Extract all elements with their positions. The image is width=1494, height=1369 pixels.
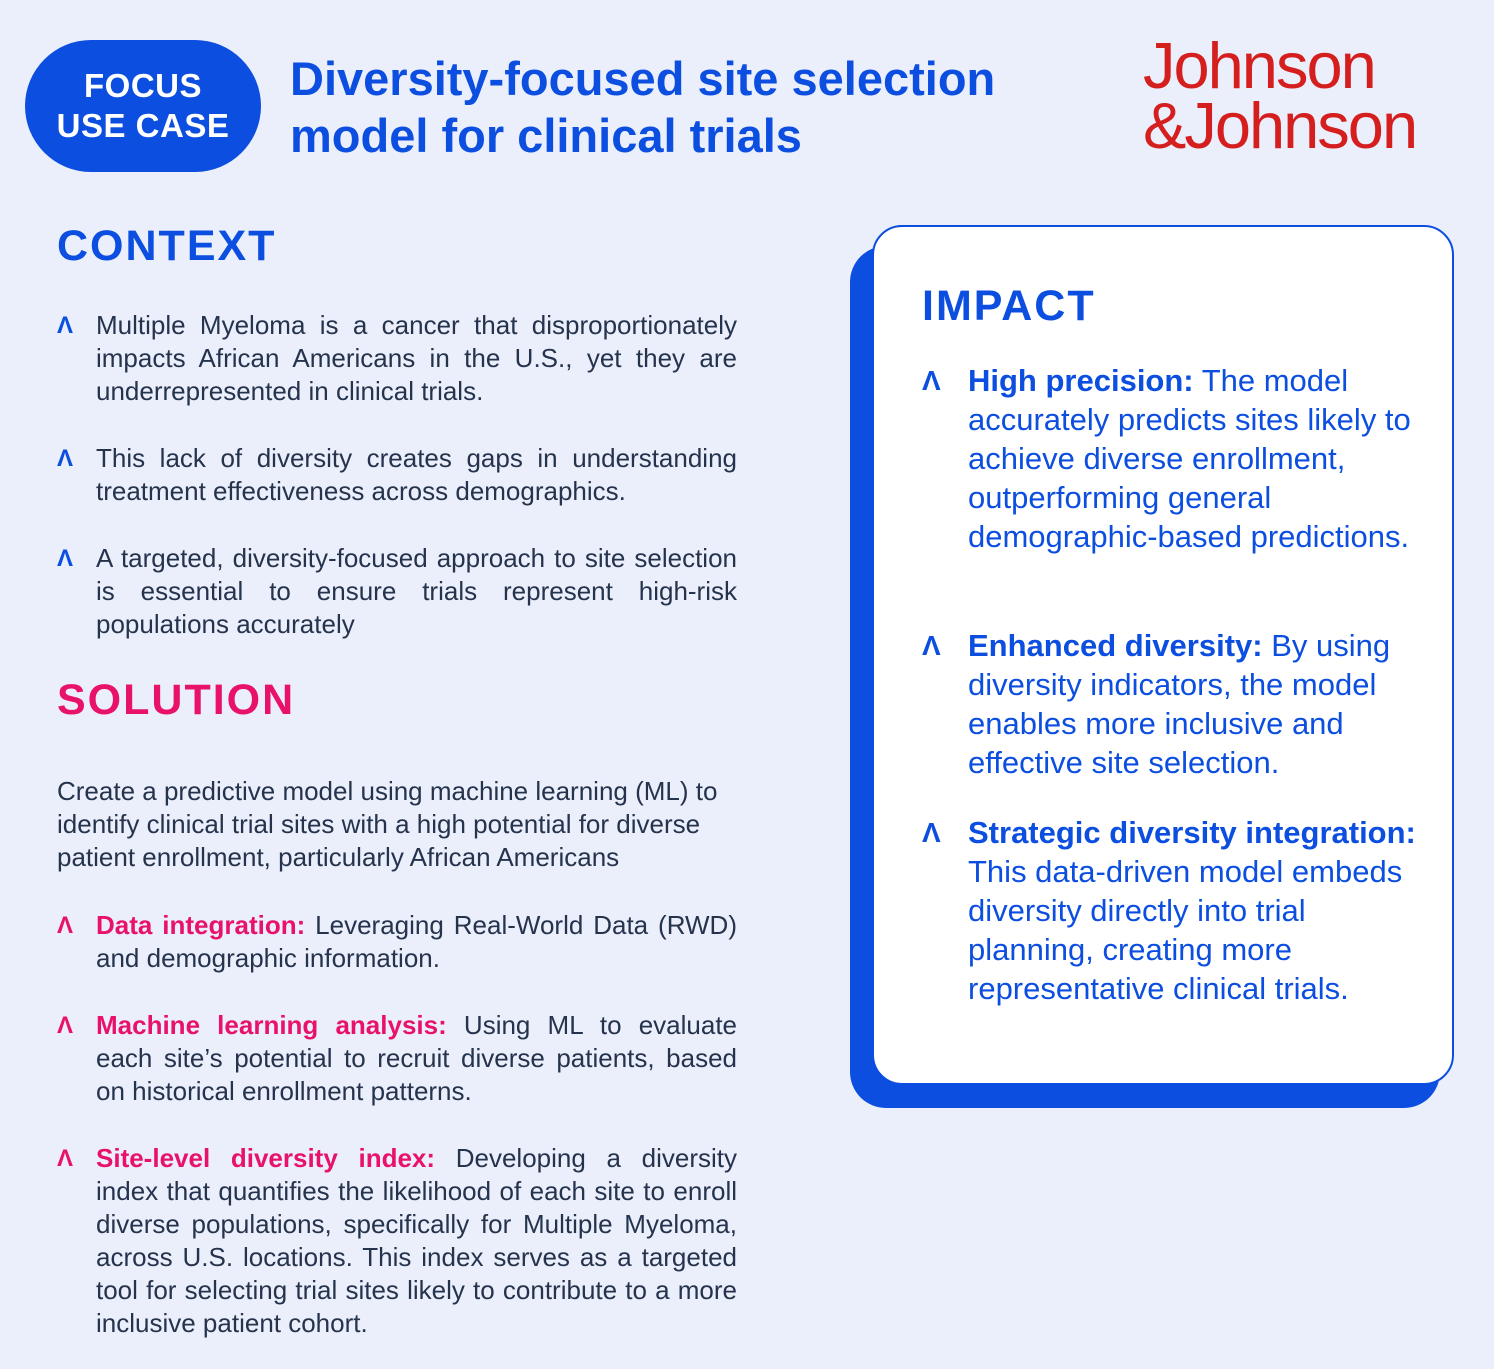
solution-intro: Create a predictive model using machine learning (ML) to identify clinical trial sites with a high potential for diverse patient enrollment, particularly African Americans	[57, 776, 718, 872]
solution-item	[57, 1142, 737, 1340]
title-line-2: model for clinical trials	[290, 109, 802, 162]
solution-heading: SOLUTION	[57, 676, 296, 724]
impact-item-body: This data-driven model embeds diversity directly into trial planning, creating more representative clinical trials.	[968, 854, 1403, 1006]
caret-icon: Λ	[57, 312, 74, 339]
context-item-text: A targeted, diversity-focused approach to site selection is essential to ensure trials represent high-risk populations accurately	[96, 543, 737, 639]
solution-item-label: Data integration:	[96, 910, 306, 940]
context-heading: CONTEXT	[57, 222, 277, 270]
context-item	[57, 442, 737, 508]
caret-icon: Λ	[922, 630, 941, 661]
impact-item-body: By using diversity indicators, the model enables more inclusive and effective site selection.	[968, 628, 1391, 780]
solution-item-label: Machine learning analysis:	[96, 1010, 447, 1040]
impact-item-label: Strategic diversity integration:	[968, 815, 1416, 850]
impact-item-label: High precision:	[968, 363, 1194, 398]
impact-item	[922, 361, 1422, 556]
logo-line-1: Johnson	[1143, 29, 1375, 102]
johnson-and-johnson-logo	[1143, 29, 1473, 162]
solution-item-text	[96, 1009, 737, 1108]
solution-item-text	[96, 1142, 737, 1340]
badge-line-1: FOCUS	[84, 67, 202, 104]
badge-line-2: USE CASE	[56, 107, 230, 144]
caret-icon: Λ	[57, 545, 74, 572]
caret-icon: Λ	[57, 1145, 74, 1172]
impact-item-text	[968, 361, 1422, 556]
focus-use-case-badge	[25, 40, 261, 172]
impact-item	[922, 813, 1422, 1008]
context-item	[57, 542, 737, 641]
caret-icon: Λ	[57, 445, 74, 472]
caret-icon: Λ	[57, 1012, 74, 1039]
solution-item-body: Developing a diversity index that quantifies the likelihood of each site to enroll diverse populations, specifically for Multiple Myeloma, across U.S. locations. This index serves as a targeted tool for selecting trial sites likely to contribute to a more inclusive patient cohort.	[96, 1143, 737, 1338]
title-line-1: Diversity-focused site selection	[290, 52, 996, 105]
solution-item	[57, 909, 737, 975]
solution-item-body: Using ML to evaluate each site’s potential to recruit diverse patients, based on historical enrollment patterns.	[96, 1010, 737, 1106]
caret-icon: Λ	[57, 912, 74, 939]
impact-heading: IMPACT	[922, 282, 1096, 330]
impact-item-body: The model accurately predicts sites likely to achieve diverse enrollment, outperforming general demographic-based predictions.	[968, 363, 1411, 554]
solution-item-label: Site-level diversity index:	[96, 1143, 436, 1173]
context-item	[57, 309, 737, 408]
solution-item-body: Leveraging Real-World Data (RWD) and demographic information.	[96, 910, 737, 973]
context-item-text: This lack of diversity creates gaps in understanding treatment effectiveness across demographics.	[96, 443, 737, 506]
solution-item	[57, 1009, 737, 1108]
impact-item-text	[968, 813, 1422, 1008]
logo-line-2: &Johnson	[1143, 89, 1417, 162]
page-title	[290, 50, 1050, 164]
impact-item-text	[968, 626, 1422, 782]
caret-icon: Λ	[922, 817, 941, 848]
impact-item	[922, 626, 1422, 782]
solution-item-text	[96, 909, 737, 975]
impact-item-label: Enhanced diversity:	[968, 628, 1263, 663]
context-item-text: Multiple Myeloma is a cancer that disproportionately impacts African Americans in the U.S., yet they are underrepresented in clinical trials.	[96, 310, 737, 406]
caret-icon: Λ	[922, 365, 941, 396]
